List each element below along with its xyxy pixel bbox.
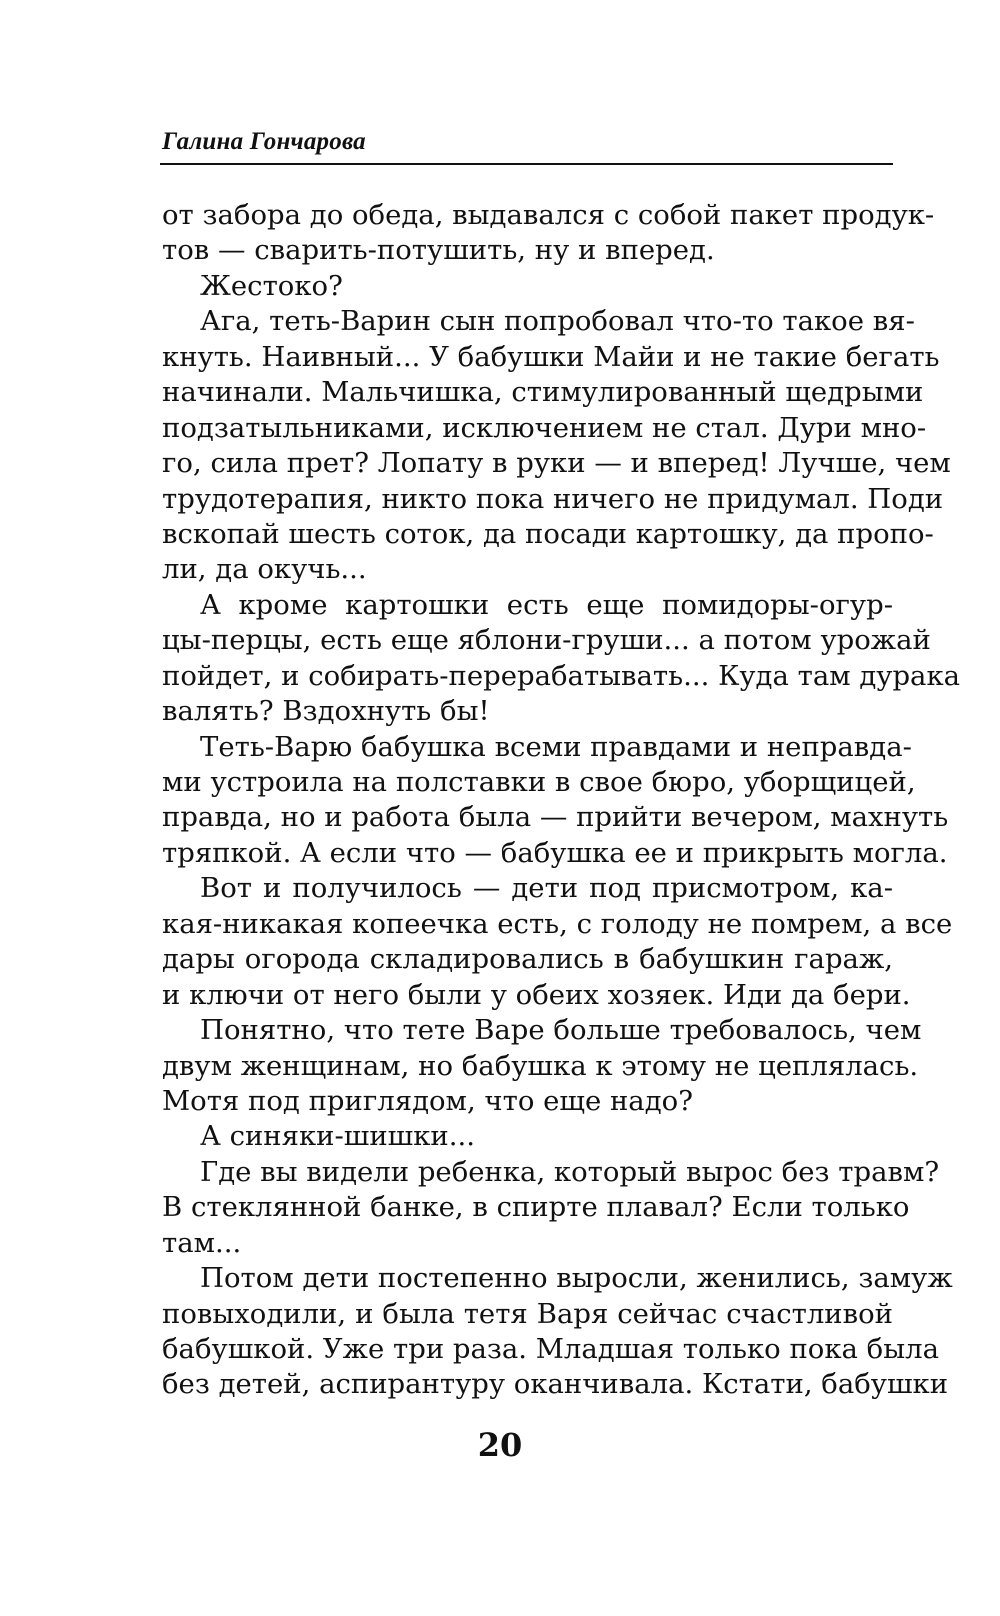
text-line: Мотя под приглядом, что еще надо? xyxy=(162,1084,693,1117)
text-line: кая-никакая копеечка есть, с голоду не помрем, а все xyxy=(162,907,953,940)
page-number: 20 xyxy=(477,1426,523,1464)
running-head-author: Галина Гончарова xyxy=(162,128,366,155)
text-line: там... xyxy=(162,1226,242,1259)
text-line: тряпкой. А если что — бабушка ее и прикрыть могла. xyxy=(162,836,948,869)
text-line: и ключи от него были у обеих хозяек. Иди да бери. xyxy=(162,978,911,1011)
text-line: ли, да окучь... xyxy=(162,553,367,586)
text-line: А синяки-шишки... xyxy=(200,1120,475,1153)
text-line: валять? Вздохнуть бы! xyxy=(162,695,490,728)
text-line: повыходили, и была тетя Варя сейчас счастливой xyxy=(162,1297,893,1330)
text-line: тов — сварить-потушить, ну и вперед. xyxy=(162,234,715,267)
text-line: Понятно, что тете Варе больше требовалось, чем xyxy=(200,1014,922,1047)
text-line: В стеклянной банке, в спирте плавал? Если только xyxy=(162,1191,910,1224)
text-line: от забора до обеда, выдавался с собой пакет продук- xyxy=(162,199,935,231)
text-line: Где вы видели ребенка, который вырос без травм? xyxy=(200,1155,940,1188)
text-line: без детей, аспирантуру оканчивала. Кстати, бабушки xyxy=(162,1368,949,1401)
text-line: дары огорода складировались в бабушкин гараж, xyxy=(162,943,893,976)
header-rule xyxy=(160,163,893,165)
text-line: Ага, теть-Варин сын попробовал что-то такое вя- xyxy=(200,305,915,338)
text-line: ми устроила на полставки в свое бюро, уборщицей, xyxy=(162,766,916,798)
text-line: кнуть. Наивный... У бабушки Майи и не такие бегать xyxy=(162,340,940,373)
text-line: вскопай шесть соток, да посади картошку, да пропо- xyxy=(162,517,934,550)
text-line: А кроме картошки есть еще помидоры-огур- xyxy=(200,588,893,621)
text-line: двум женщинам, но бабушка к этому не цеплялась. xyxy=(162,1049,919,1082)
text-line: начинали. Мальчишка, стимулированный щедрыми xyxy=(162,376,924,409)
text-line: трудотерапия, никто пока ничего не придумал. Поди xyxy=(162,482,944,515)
text-line: цы-перцы, есть еще яблони-груши... а потом урожай xyxy=(162,624,931,657)
text-line: Потом дети постепенно выросли, женились, замуж xyxy=(200,1262,953,1295)
text-line: бабушкой. Уже три раза. Младшая только пока была xyxy=(162,1333,939,1365)
body-text xyxy=(162,198,961,1403)
text-line: Вот и получилось — дети под присмотром, ка- xyxy=(200,872,893,905)
text-line: подзатыльниками, исключением не стал. Дури мно- xyxy=(162,411,927,444)
text-line: го, сила прет? Лопату в руки — и вперед! Лучше, чем xyxy=(162,447,951,480)
text-line: Теть-Варю бабушка всеми правдами и неправда- xyxy=(200,730,912,763)
text-line: правда, но и работа была — прийти вечером, махнуть xyxy=(162,801,949,834)
text-line: Жестоко? xyxy=(200,269,343,302)
text-line: пойдет, и собирать-перерабатывать... Куда там дурака xyxy=(162,659,961,692)
